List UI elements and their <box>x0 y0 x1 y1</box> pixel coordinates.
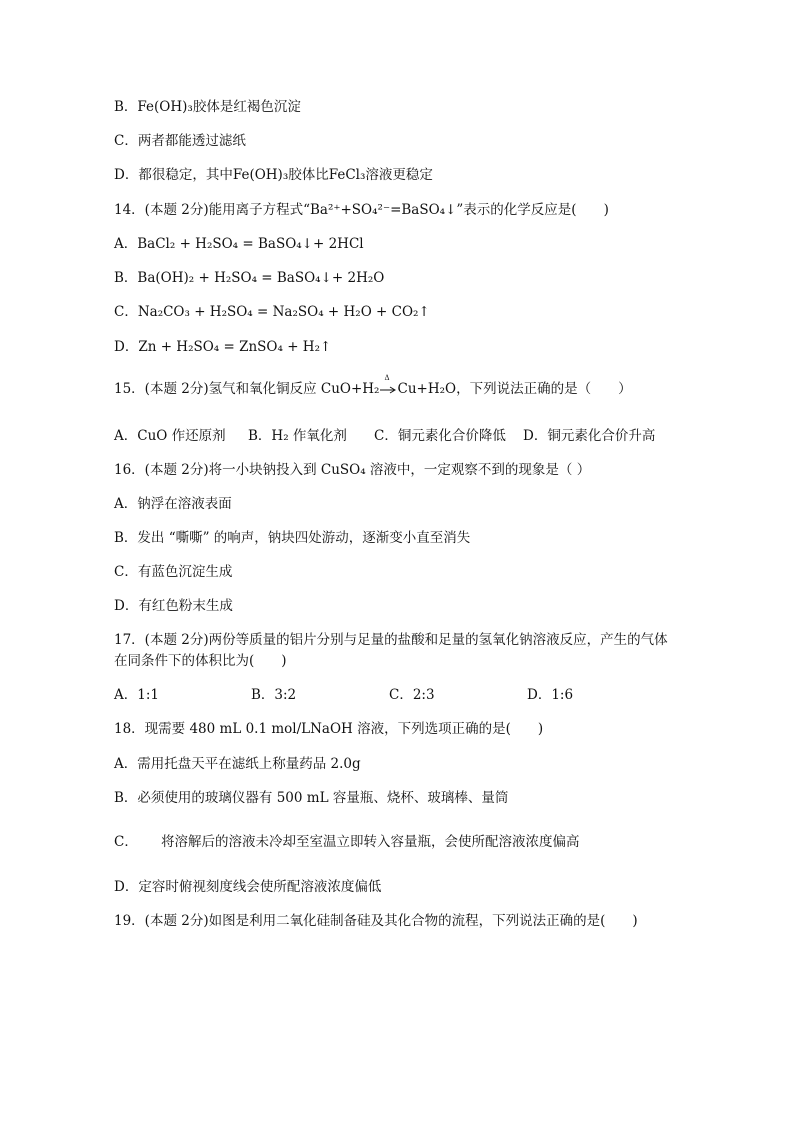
q15-options <box>114 427 694 445</box>
q17-option-d: D．1:6 <box>527 687 574 703</box>
q17-option-b: B．3:2 <box>251 687 297 703</box>
q15-stem <box>114 374 632 398</box>
q17-stem-line-2: 在同条件下的体积比为( ) <box>114 653 287 669</box>
q15-stem-post: Cu+H₂O，下列说法正确的是（ ） <box>397 381 632 397</box>
q18-option-a: A．需用托盘天平在滤纸上称量药品 2.0g <box>114 756 361 772</box>
q14-option-b: B．Ba(OH)₂ + H₂SO₄ = BaSO₄↓+ 2H₂O <box>114 270 385 286</box>
q18-stem: 18．现需要 480 mL 0.1 mol/LNaOH 溶液，下列选项正确的是( ) <box>114 721 544 737</box>
q15-stem-pre: 15．(本题 2分)氢气和氧化铜反应 CuO+H₂ <box>114 381 380 397</box>
q14-option-a: A．BaCl₂ + H₂SO₄ = BaSO₄↓+ 2HCl <box>114 236 364 252</box>
q16-option-c: C．有蓝色沉淀生成 <box>114 564 233 580</box>
q15-option-d: D．铜元素化合价升高 <box>523 428 656 444</box>
q17-option-a: A．1:1 <box>114 687 159 703</box>
q16-stem: 16．(本题 2分)将一小块钠投入到 CuSO₄ 溶液中，一定观察不到的现象是（ ） <box>114 462 591 478</box>
q13-option-d: D．都很稳定，其中Fe(OH)₃胶体比FeCl₃溶液更稳定 <box>114 167 433 183</box>
q14-option-c: C．Na₂CO₃ + H₂SO₄ = Na₂SO₄ + H₂O + CO₂↑ <box>114 304 430 320</box>
q18-option-d: D．定容时俯视刻度线会使所配溶液浓度偏低 <box>114 879 382 895</box>
q16-option-d: D．有红色粉末生成 <box>114 598 233 614</box>
q17-options <box>114 686 594 704</box>
q17-option-c: C．2:3 <box>389 687 435 703</box>
q15-option-a: A．CuO 作还原剂 <box>114 428 226 444</box>
q13-option-c: C．两者都能透过滤纸 <box>114 133 246 149</box>
q18-option-c <box>114 833 674 851</box>
q17-stem-line-1: 17．(本题 2分)两份等质量的铝片分别与足量的盐酸和足量的氢氧化钠溶液反应，产生的气体 <box>114 632 668 648</box>
q15-option-b: B．H₂ 作氧化剂 <box>248 428 347 444</box>
q15-option-c: C．铜元素化合价降低 <box>374 428 506 444</box>
q18-option-c-label: C． <box>114 834 138 850</box>
q19-stem: 19．(本题 2分)如图是利用二氧化硅制备硅及其化合物的流程，下列说法正确的是( ) <box>114 913 638 929</box>
heat-arrow-icon <box>379 374 397 396</box>
q13-option-b: B．Fe(OH)₃胶体是红褐色沉淀 <box>114 99 301 115</box>
q14-option-d: D．Zn + H₂SO₄ = ZnSO₄ + H₂↑ <box>114 339 332 355</box>
q16-option-b: B．发出 “嘶嘶” 的响声，钠块四处游动，逐渐变小直至消失 <box>114 530 471 546</box>
q18-option-b: B．必须使用的玻璃仪器有 500 mL 容量瓶、烧杯、玻璃棒、量筒 <box>114 790 509 806</box>
q14-stem: 14．(本题 2分)能用离子方程式“Ba²⁺+SO₄²⁻=BaSO₄↓”表示的化学反应是( ) <box>114 202 609 218</box>
q18-option-c-text: 将溶解后的溶液未冷却至室温立即转入容量瓶，会使所配溶液浓度偏高 <box>161 834 580 850</box>
q16-option-a: A．钠浮在溶液表面 <box>114 496 232 512</box>
heat-delta-symbol: Δ <box>384 374 390 382</box>
